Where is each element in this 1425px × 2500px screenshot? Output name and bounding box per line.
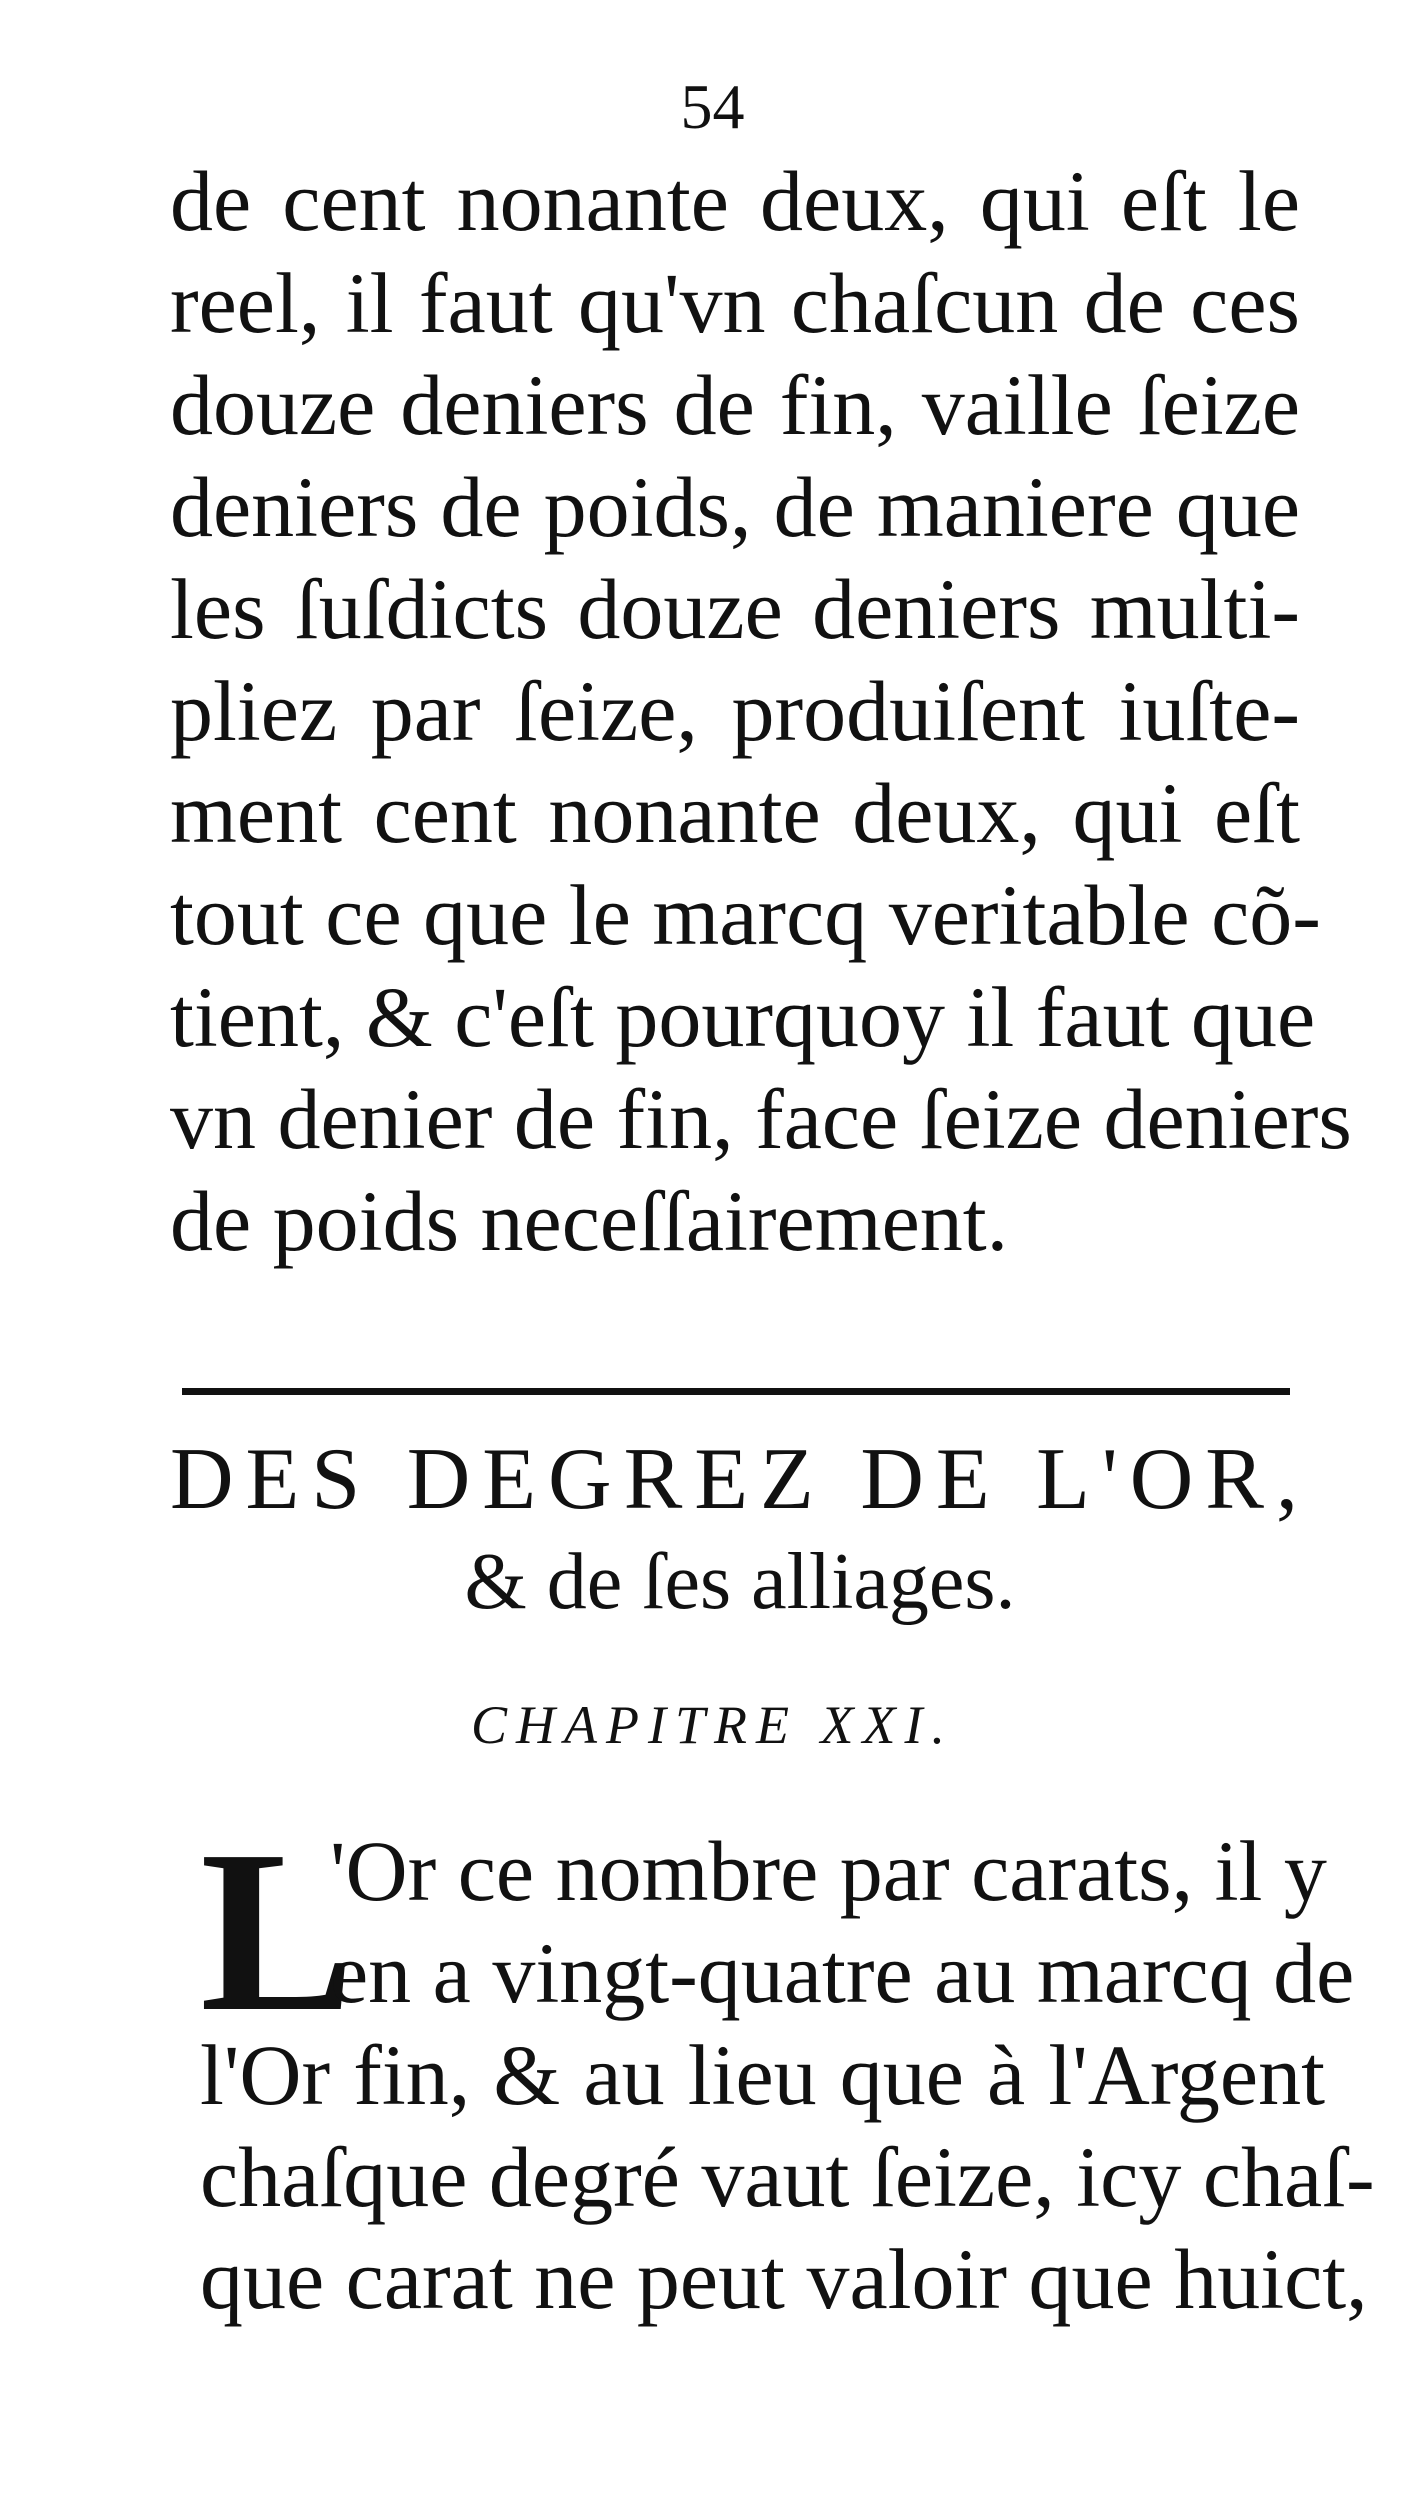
text-line: 'Or ce nombre par carats, il y [330,1823,1327,1919]
text-line: ment cent nonante deux, qui eſt [170,765,1300,861]
text-line: de cent nonante deux, qui eſt le [170,153,1300,249]
text-line: chaſque degré vaut ſeize, icy chaſ- [200,2129,1375,2225]
text-line: deniers de poids, de maniere que [170,459,1300,555]
section-subtitle: & de ſes alliages. [464,1538,1016,1626]
drop-cap: L [200,1803,355,2060]
page-number: 54 [680,71,745,142]
text-line: l'Or fin, & au lieu que à l'Argent [200,2027,1325,2123]
chapter-label: CHAPITRE XXI. [471,1695,954,1755]
text-line: vn denier de fin, face ſeize deniers [170,1071,1352,1167]
section-title: DES DEGREZ DE L'OR, [170,1431,1310,1528]
text-line: douze deniers de fin, vaille ſeize [170,357,1300,453]
text-line: les ſuſdicts douze deniers multi- [170,561,1300,657]
text-line: que carat ne peut valoir que huict, [200,2231,1368,2327]
text-line: tout ce que le marcq veritable cõ- [170,867,1321,963]
text-line: de poids neceſſairement. [170,1173,1009,1269]
section-heading [170,1430,1310,1632]
paragraph-bottom [200,1803,1375,2330]
text-line: reel, il faut qu'vn chaſcun de ces [170,255,1300,351]
text-line: tient, & c'eſt pourquoy il faut que [170,969,1316,1065]
paragraph-top [170,150,1352,1272]
text-line: en a vingt-quatre au marcq de [330,1925,1355,2021]
text-line: pliez par ſeize, produiſent iuſte- [170,663,1300,759]
section-divider [182,1388,1290,1395]
